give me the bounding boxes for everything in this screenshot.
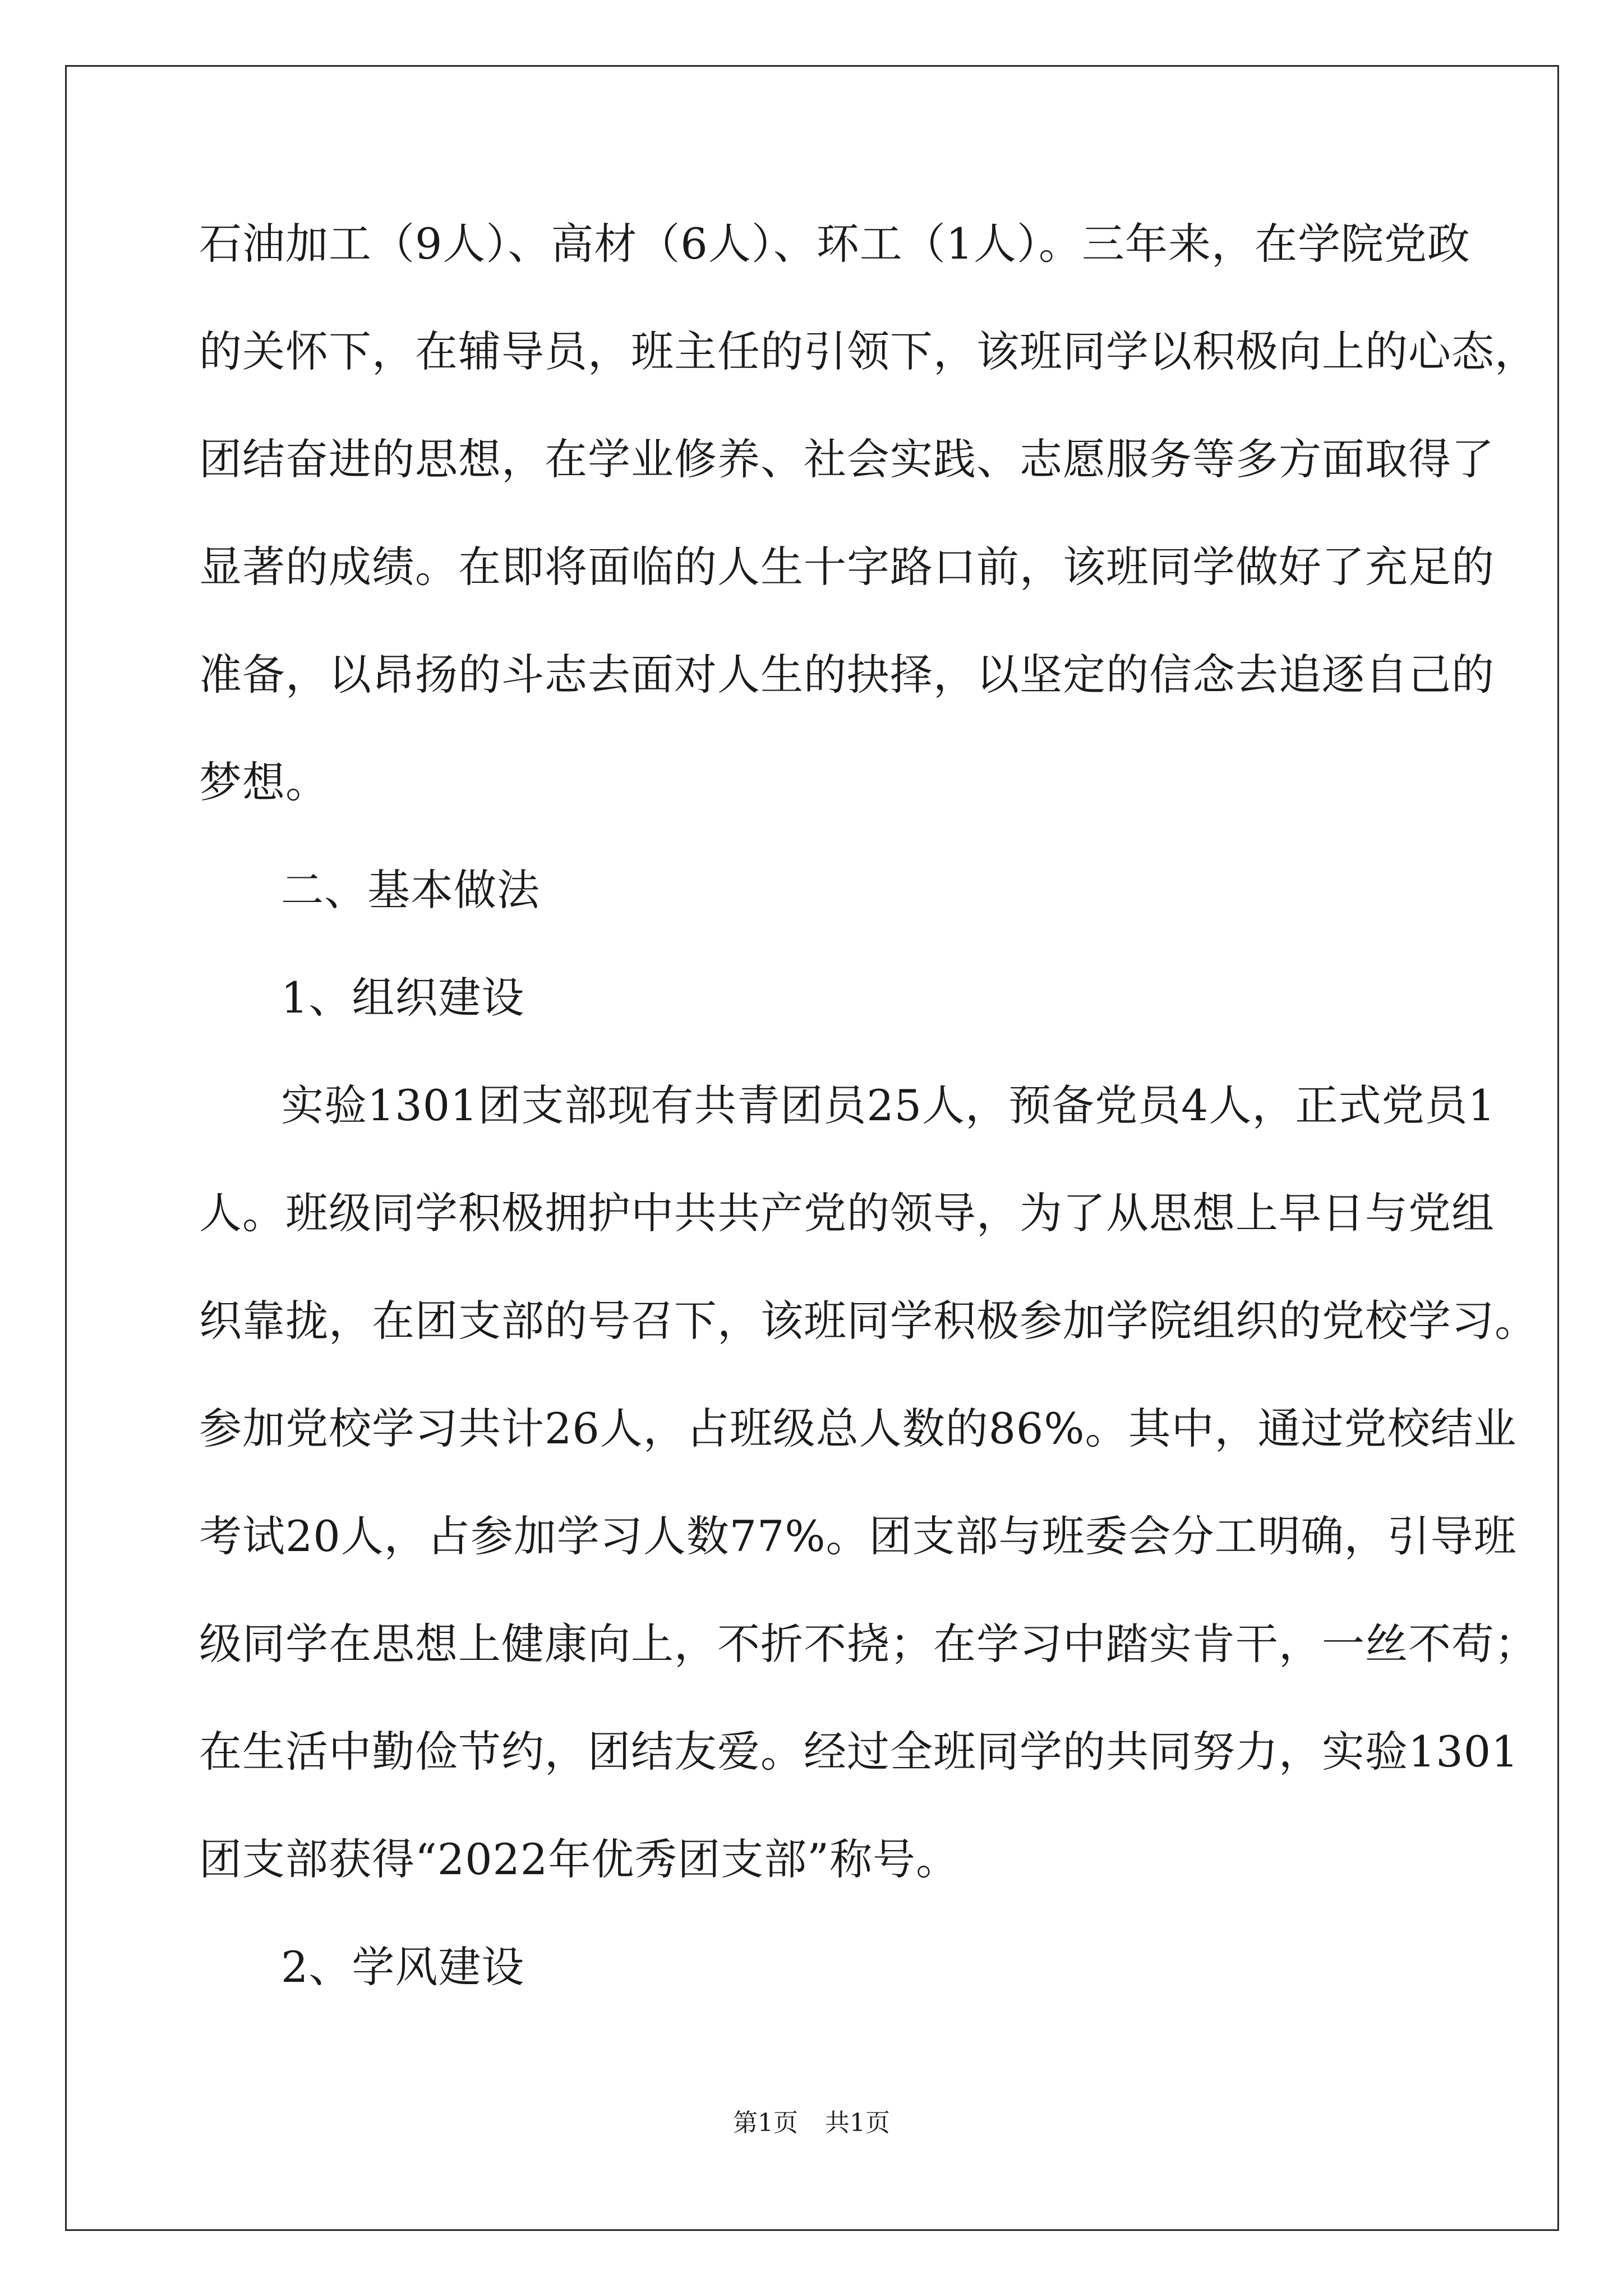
text-line: 考试20人，占参加学习人数77%。团支部与班委会分工明确，引导班 bbox=[199, 1511, 1517, 1561]
page-number: 第1页 bbox=[733, 2109, 798, 2137]
page-total: 共1页 bbox=[825, 2109, 890, 2137]
text-line: 显著的成绩。在即将面临的人生十字路口前，该班同学做好了充足的 bbox=[199, 542, 1495, 592]
text-line: 在生活中勤俭节约，团结友爱。经过全班同学的共同努力，实验1301 bbox=[199, 1727, 1519, 1777]
text-line: 实验1301团支部现有共青团员25人，预备党员4人，正式党员1 bbox=[281, 1080, 1496, 1130]
text-line: 梦想。 bbox=[199, 757, 329, 807]
text-line: 人。班级同学积极拥护中共共产党的领导，为了从思想上早日与党组 bbox=[199, 1188, 1495, 1238]
text-line: 二、基本做法 bbox=[281, 865, 540, 915]
text-line: 的关怀下，在辅导员，班主任的引领下，该班同学以积极向上的心态， bbox=[199, 326, 1538, 376]
text-line: 2、学风建设 bbox=[281, 1942, 525, 1992]
text-line: 团结奋进的思想，在学业修养、社会实践、志愿服务等多方面取得了 bbox=[199, 434, 1495, 484]
text-line: 准备，以昂扬的斗志去面对人生的抉择，以坚定的信念去追逐自己的 bbox=[199, 650, 1495, 700]
text-line: 石油加工（9人）、高材（6人）、环工（1人）。三年来，在学院党政 bbox=[199, 219, 1471, 269]
text-line: 团支部获得“2022年优秀团支部”称号。 bbox=[199, 1834, 960, 1884]
text-line: 织靠拢，在团支部的号召下，该班同学积极参加学院组织的党校学习。 bbox=[199, 1296, 1538, 1346]
text-line: 级同学在思想上健康向上，不折不挠；在学习中踏实肯干，一丝不苟； bbox=[199, 1619, 1538, 1669]
document-body bbox=[199, 210, 1538, 2041]
page-footer bbox=[0, 2106, 1623, 2140]
text-line: 1、组织建设 bbox=[281, 973, 525, 1023]
text-line: 参加党校学习共计26人，占班级总人数的86%。其中，通过党校结业 bbox=[199, 1404, 1517, 1453]
